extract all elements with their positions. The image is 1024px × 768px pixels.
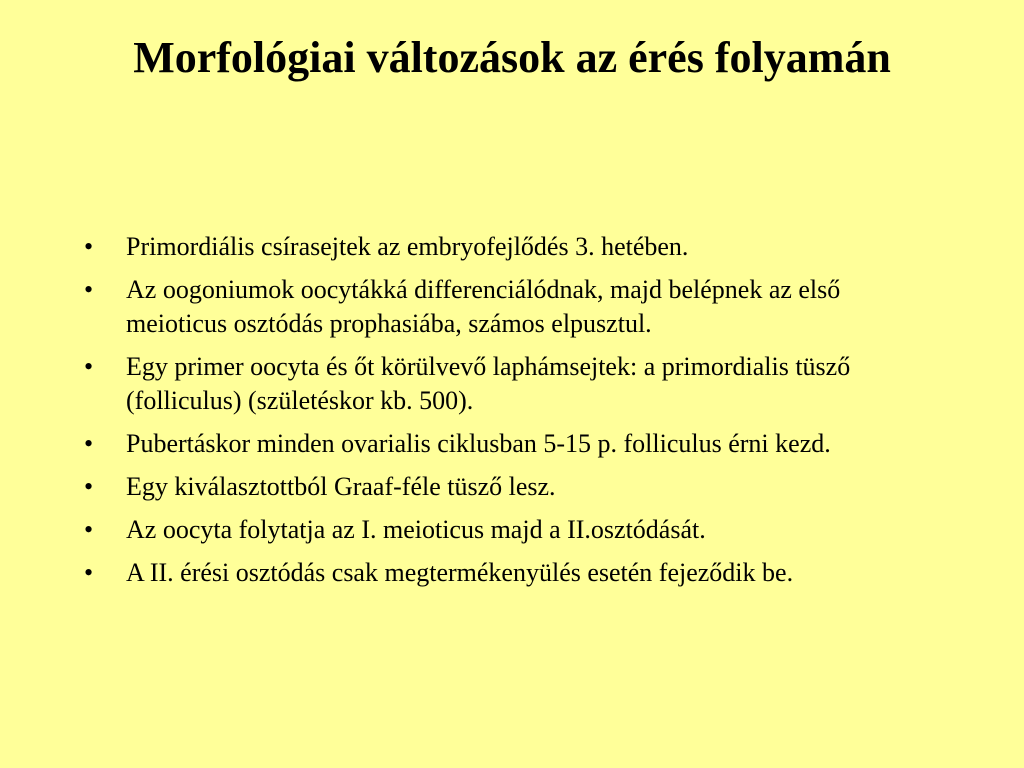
bullet-item xyxy=(84,556,944,590)
bullet-text: Az oocyta folytatja az I. meioticus majd a II.osztódását. xyxy=(126,515,706,544)
bullet-list xyxy=(84,230,944,599)
bullet-item xyxy=(84,350,944,418)
bullet-icon: • xyxy=(84,352,94,381)
bullet-icon: • xyxy=(84,275,94,304)
bullet-text: A II. érési osztódás csak megtermékenyülés esetén fejeződik be. xyxy=(126,558,794,587)
bullet-text: Primordiális csírasejtek az embryofejlődés 3. hetében. xyxy=(126,232,689,261)
bullet-icon: • xyxy=(84,232,94,261)
bullet-icon: • xyxy=(84,472,94,501)
bullet-text: Egy primer oocyta és őt körülvevő laphámsejtek: a primordialis tüsző (folliculus) (születéskor kb. 500). xyxy=(126,352,851,415)
bullet-item xyxy=(84,427,944,461)
bullet-icon: • xyxy=(84,515,94,544)
bullet-icon: • xyxy=(84,429,94,458)
bullet-text: Egy kiválasztottból Graaf-féle tüsző lesz. xyxy=(126,472,556,501)
bullet-text: Pubertáskor minden ovarialis ciklusban 5-15 p. folliculus érni kezd. xyxy=(126,429,831,458)
bullet-item xyxy=(84,230,944,264)
bullet-item xyxy=(84,470,944,504)
bullet-text: Az oogoniumok oocytákká differenciálódnak, majd belépnek az első meioticus osztódás prophasiába, számos elpusztul. xyxy=(126,275,841,338)
bullet-icon: • xyxy=(84,558,94,587)
bullet-item xyxy=(84,513,944,547)
bullet-item xyxy=(84,273,944,341)
slide-title: Morfológiai változások az érés folyamán xyxy=(133,33,891,82)
